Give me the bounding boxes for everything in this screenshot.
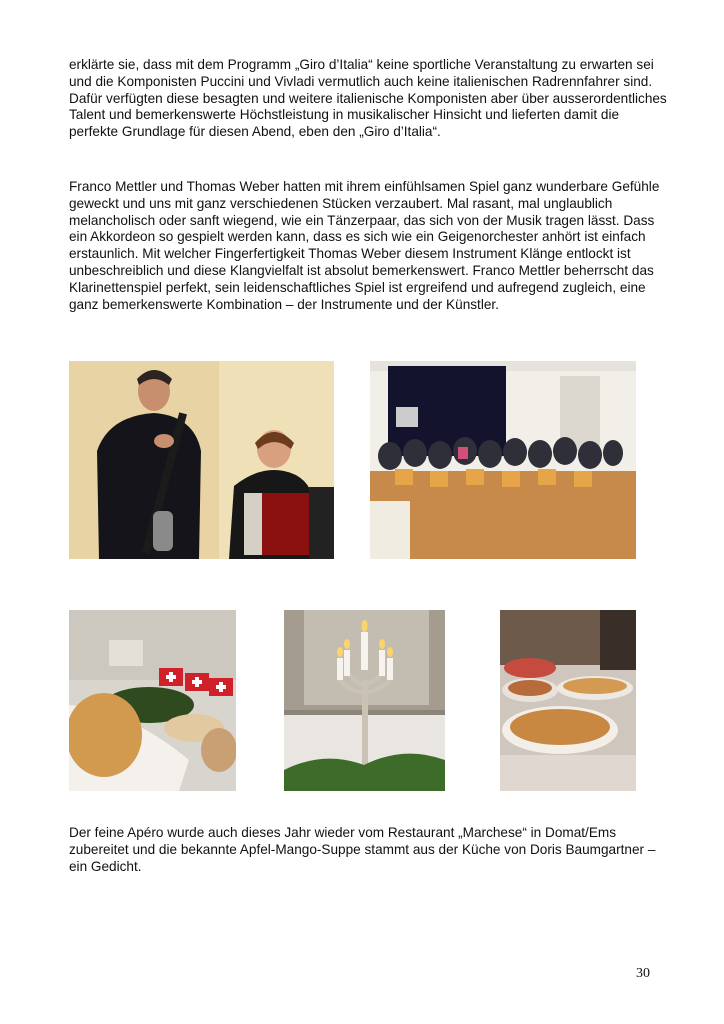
photo-buffet xyxy=(500,610,636,791)
photo-bread-flags xyxy=(69,610,236,791)
photo-candelabra xyxy=(284,610,445,791)
paragraph-apero: Der feine Apéro wurde auch dieses Jahr wieder vom Restaurant „Marchese“ in Domat/Ems zubereitet und die bekannte Apfel-Mango-Suppe stammt aus der Küche von Doris Baumgartner – ein Gedicht. xyxy=(69,825,656,874)
paragraph-musicians: Franco Mettler und Thomas Weber hatten mit ihrem einfühlsamen Spiel ganz wunderbare Gefühle geweckt und uns mit ganz verschiedenen Stücken verzaubert. Mal rasant, mal unglaublich melancholisch oder sanft wiegend, wie ein Tänzerpaar, das sich von der Musik tragen lässt. Dass ein Akkordeon so gespielt werden kann, dass es sich wie ein Geigenorchester anhört ist einfach erstaunlich. Mit welcher Fingerfertigkeit Thomas Weber diesem Instrument Klänge entlockt ist unbeschreiblich und diese Klangvielfalt ist absolut bemerkenswert. Franco Mettler beherrscht das Klarinettenspiel perfekt, sein leidenschaftliches Spiel ist ergreifend und aufregend zugleich, eine ganz bemerkenswerte Kombination – der Instrumente und der Künstler. xyxy=(69,179,660,312)
paragraph-intro: erklärte sie, dass mit dem Programm „Giro d’Italia“ keine sportliche Veranstaltung zu erwarten sei und die Komponisten Puccini und Vivladi vermutlich auch keine italienischen Radrennfahrer sind. Dafür verfügten diese besagten und weitere italienische Komponisten aber über ausserordentliches Talent und bemerkenswerte Höchstleistung in musikalischer Hinsicht und lieferten damit die perfekte Grundlage für diesen Abend, eben den „Giro d’Italia“. xyxy=(69,57,667,140)
photo-concert-hall xyxy=(370,361,636,559)
page-number: 30 xyxy=(636,966,650,981)
photo-musicians xyxy=(69,361,334,559)
